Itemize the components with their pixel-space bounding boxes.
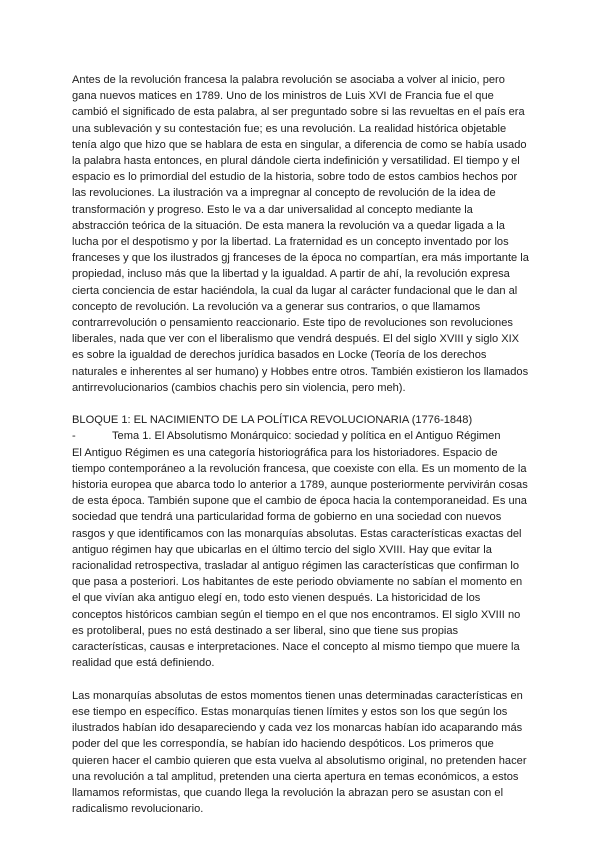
document-page (72, 72, 530, 817)
monarquias-paragraph: Las monarquías absolutas de estos momentos tienen unas determinadas características en ese tiempo en específico. Estas monarquías tienen límites y estos son los que según los ilustrados habían ido desapareciendo y cada vez los monarcas habían ido acaparando más poder del que les correspondía, se habían ido haciendo despóticos. Los primeros que quieren hacer el cambio quieren que esta vuelva al absolutismo original, no pretenden hacer una revolución a tal amplitud, pretenden una cierta apertura en temas económicos, a estos llamamos reformistas, que cuando llega la revolución la abrazan pero se asustan con el radicalismo revolucionario. (72, 689, 527, 816)
intro-paragraph: Antes de la revolución francesa la palabra revolución se asociaba a volver al inicio, pero gana nuevos matices en 1789. Uno de los ministros de Luis XVI de Francia fue el que cambió el significado de esta palabra, al ser preguntado sobre si las revueltas en el país era una sublevación y su contestación fue; es una revolución. La realidad histórica objetable tenía algo que hizo que se hablara de esta en singular, a diferencia de como se había usado la palabra hasta entonces, en plural dándole cierta indefinición y versatilidad. El tiempo y el espacio es lo primordial del estudio de la historia, sobre todo de estos cambios hechos por las revoluciones. La ilustración va a impregnar al concepto de revolución de la idea de transformación y progreso. Esto le va a dar universalidad al concepto mediante la abstracción teórica de la situación. De esta manera la revolución va a quedar ligada a la lucha por el despotismo y por la libertad. La fraternidad es un concepto inventado por los franceses y que los ilustrados gj franceses de la época no compartían, era más importante la propiedad, incluso más que la libertad y la igualdad. A partir de ahí, la revolución expresa cierta conciencia de estar haciéndola, la cual da lugar al carácter fundacional que le dan al concepto de revolución. La revolución va a generar sus contrarios, o que llamamos contrarrevolución o pensamiento reaccionario. Este tipo de revoluciones son revoluciones liberales, nada que ver con el liberalismo que vendrá después. El del siglo XVIII y siglo XIX es sobre la igualdad de derechos jurídica basados en Locke (Teoría de los derechos naturales e inherentes al ser humano) y Hobbes entre otros. También existieron los llamados antirrevolucionarios (cambios chachis pero sin violencia, pero meh). (72, 74, 529, 394)
tema-heading: Tema 1. El Absolutismo Monárquico: sociedad y política en el Antiguo Régimen (112, 430, 501, 443)
tema-heading-line (72, 428, 530, 444)
antiguo-regimen-paragraph: El Antiguo Régimen es una categoría historiográfica para los historiadores. Espacio de tiempo contemporáneo a la revolución francesa, que coexiste con ella. Es un momento de la historia europea que abarca todo lo anterior a 1789, aunque posteriormente pervivirán cosas de esta época. También supone que el cambio de época hacia la contemporaneidad. Es una sociedad que tendrá una particularidad forma de gobierno en una sociedad con nuevos rasgos y que identificamos con las monarquías absolutas. Estas características exactas del antiguo régimen hay que ubicarlas en el último tercio del siglo XVIII. Hay que evitar la racionalidad retrospectiva, trasladar al antiguo régimen las características que confirman lo que pasa a posteriori. Los habitantes de este periodo obviamente no sabían el momento en el que vivían aka antiguo elegí en, todo esto vienen después. La historicidad de los conceptos históricos cambian según el tiempo en el que nos encontramos. El siglo XVIII no es protoliberal, pues no está destinado a ser liberal, sino que tiene sus propias características, causas e interpretaciones. Nace el concepto al mismo tiempo que muere la realidad que está definiendo. (72, 446, 528, 670)
bloque-heading: BLOQUE 1: EL NACIMIENTO DE LA POLÍTICA REVOLUCIONARIA (1776-1848) (72, 414, 473, 427)
paragraph-spacer (72, 396, 530, 412)
paragraph-spacer (72, 672, 530, 688)
tema-dash: - (72, 430, 76, 443)
